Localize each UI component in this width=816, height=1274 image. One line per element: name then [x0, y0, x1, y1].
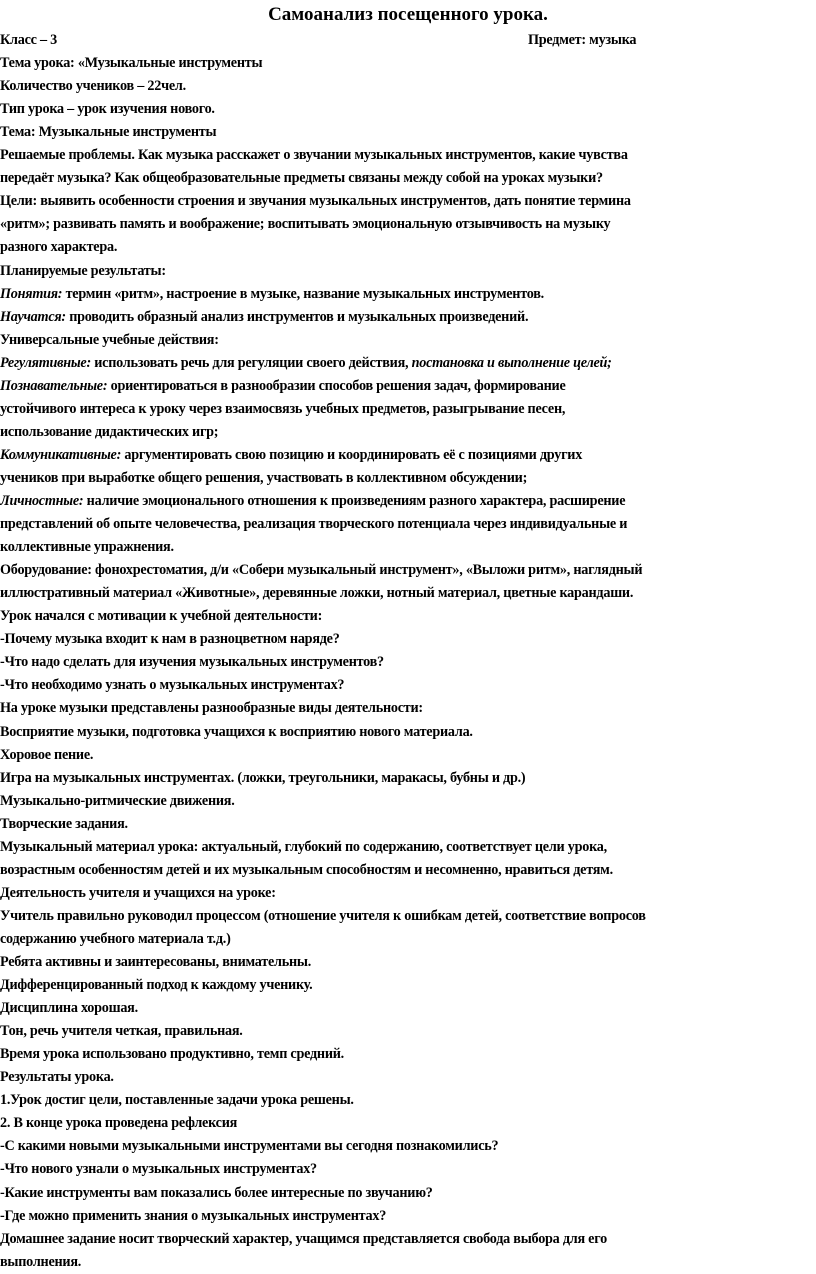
text-line: Тип урока – урок изучения нового.	[0, 101, 215, 118]
text-line: Познавательные: ориентироваться в разнообразии способов решения задач, формирование	[0, 377, 566, 394]
text-line: На уроке музыки представлены разнообразные виды деятельности:	[0, 700, 423, 717]
text-line: Оборудование: фонохрестоматия, д/и «Собери музыкальный инструмент», «Выложи ритм», наглядный	[0, 562, 643, 579]
class-label: Класс – 3	[0, 32, 57, 48]
text-line: Тема: Музыкальные инструменты	[0, 124, 217, 141]
text-line: использование дидактических игр;	[0, 423, 219, 440]
text-line: разного характера.	[0, 239, 118, 256]
text-line: -Что необходимо узнать о музыкальных инструментах?	[0, 677, 345, 694]
text-line: Музыкальный материал урока: актуальный, глубокий по содержанию, соответствует цели урока,	[0, 838, 607, 855]
text-line: учеников при выработке общего решения, участвовать в коллективном обсуждении;	[0, 469, 528, 486]
italic-label: Научатся:	[0, 308, 66, 325]
text-line: представлений об опыте человечества, реализация творческого потенциала через индивидуальные и	[0, 516, 628, 532]
text-line: выполнения.	[0, 1253, 82, 1270]
text-line: Дифференцированный подход к каждому ученику.	[0, 977, 313, 993]
text-line: Восприятие музыки, подготовка учащихся к восприятию нового материала.	[0, 723, 473, 740]
text-line: Дисциплина хорошая.	[0, 1000, 138, 1017]
text-line: Тема урока: «Музыкальные инструменты	[0, 55, 263, 71]
text-line: Деятельность учителя и учащихся на уроке:	[0, 884, 276, 901]
italic-label: Личностные:	[0, 492, 84, 509]
text-line: передаёт музыка? Как общеобразовательные предметы связаны между собой на уроках музыки?	[0, 170, 603, 187]
italic-label: Коммуникативные:	[0, 446, 122, 463]
text-line: Личностные: наличие эмоционального отношения к произведениям разного характера, расширение	[0, 492, 626, 509]
italic-label: Понятия:	[0, 285, 63, 302]
text-line: Хоровое пение.	[0, 746, 94, 763]
text-line: Урок начался с мотивации к учебной деятельности:	[0, 608, 323, 625]
text-line: Творческие задания.	[0, 815, 128, 832]
text-line: Регулятивные: использовать речь для регуляции своего действия, постановка и выполнение целей;	[0, 354, 612, 371]
class-subject-row	[0, 29, 816, 52]
italic-label: Познавательные:	[0, 377, 108, 394]
subject-label: Предмет: музыка	[528, 32, 637, 48]
text-line: Музыкально-ритмические движения.	[0, 792, 235, 809]
text-line: -Какие инструменты вам показались более интересные по звучанию?	[0, 1184, 433, 1201]
text-line: Учитель правильно руководил процессом (отношение учителя к ошибкам детей, соответствие вопросов	[0, 907, 646, 924]
text-line: -Почему музыка входит к нам в разноцветном наряде?	[0, 631, 340, 648]
text-line: возрастным особенностям детей и их музыкальным способностям и несомненно, нравиться детям.	[0, 861, 613, 878]
text-line: Понятия: термин «ритм», настроение в музыке, название музыкальных инструментов.	[0, 285, 544, 302]
italic-label: Регулятивные:	[0, 354, 91, 371]
text-line: Решаемые проблемы. Как музыка расскажет о звучании музыкальных инструментов, какие чувства	[0, 147, 628, 164]
text-line: -Что надо сделать для изучения музыкальных инструментов?	[0, 654, 384, 671]
text-line: иллюстративный материал «Животные», деревянные ложки, нотный материал, цветные карандаши.	[0, 585, 634, 602]
document-title: Самоанализ посещенного урока.	[268, 4, 548, 25]
text-line: 2. В конце урока проведена рефлексия	[0, 1115, 238, 1132]
text-line: Универсальные учебные действия:	[0, 331, 219, 348]
text-line: коллективные упражнения.	[0, 539, 174, 555]
text-line: Цели: выявить особенности строения и звучания музыкальных инструментов, дать понятие термина	[0, 193, 631, 210]
text-line: Планируемые результаты:	[0, 262, 166, 279]
text-line: 1.Урок достиг цели, поставленные задачи урока решены.	[0, 1092, 354, 1109]
text-line: Количество учеников – 22чел.	[0, 78, 186, 94]
text-line: Ребята активны и заинтересованы, внимательны.	[0, 954, 312, 970]
text-line: содержанию учебного материала т.д.)	[0, 930, 231, 947]
text-line: Результаты урока.	[0, 1069, 114, 1086]
text-line: устойчивого интереса к уроку через взаимосвязь учебных предметов, разыгрывание песен,	[0, 400, 566, 417]
text-line: -Где можно применить знания о музыкальных инструментах?	[0, 1207, 387, 1224]
text-line: Коммуникативные: аргументировать свою позицию и координировать её с позициями других	[0, 446, 583, 463]
text-line: Домашнее задание носит творческий характер, учащимся представляется свобода выбора для его	[0, 1230, 607, 1247]
text-line: Тон, речь учителя четкая, правильная.	[0, 1023, 243, 1040]
text-line: -С какими новыми музыкальными инструментами вы сегодня познакомились?	[0, 1138, 499, 1155]
text-line: -Что нового узнали о музыкальных инструментах?	[0, 1161, 317, 1178]
text-line: Научатся: проводить образный анализ инструментов и музыкальных произведений.	[0, 308, 529, 325]
text-line: «ритм»; развивать память и воображение; воспитывать эмоциональную отзывчивость на музыку	[0, 216, 611, 233]
text-line: Время урока использовано продуктивно, темп средний.	[0, 1046, 344, 1063]
italic-phrase: постановка и выполнение целей;	[411, 354, 612, 371]
text-line: Игра на музыкальных инструментах. (ложки, треугольники, маракасы, бубны и др.)	[0, 769, 526, 786]
